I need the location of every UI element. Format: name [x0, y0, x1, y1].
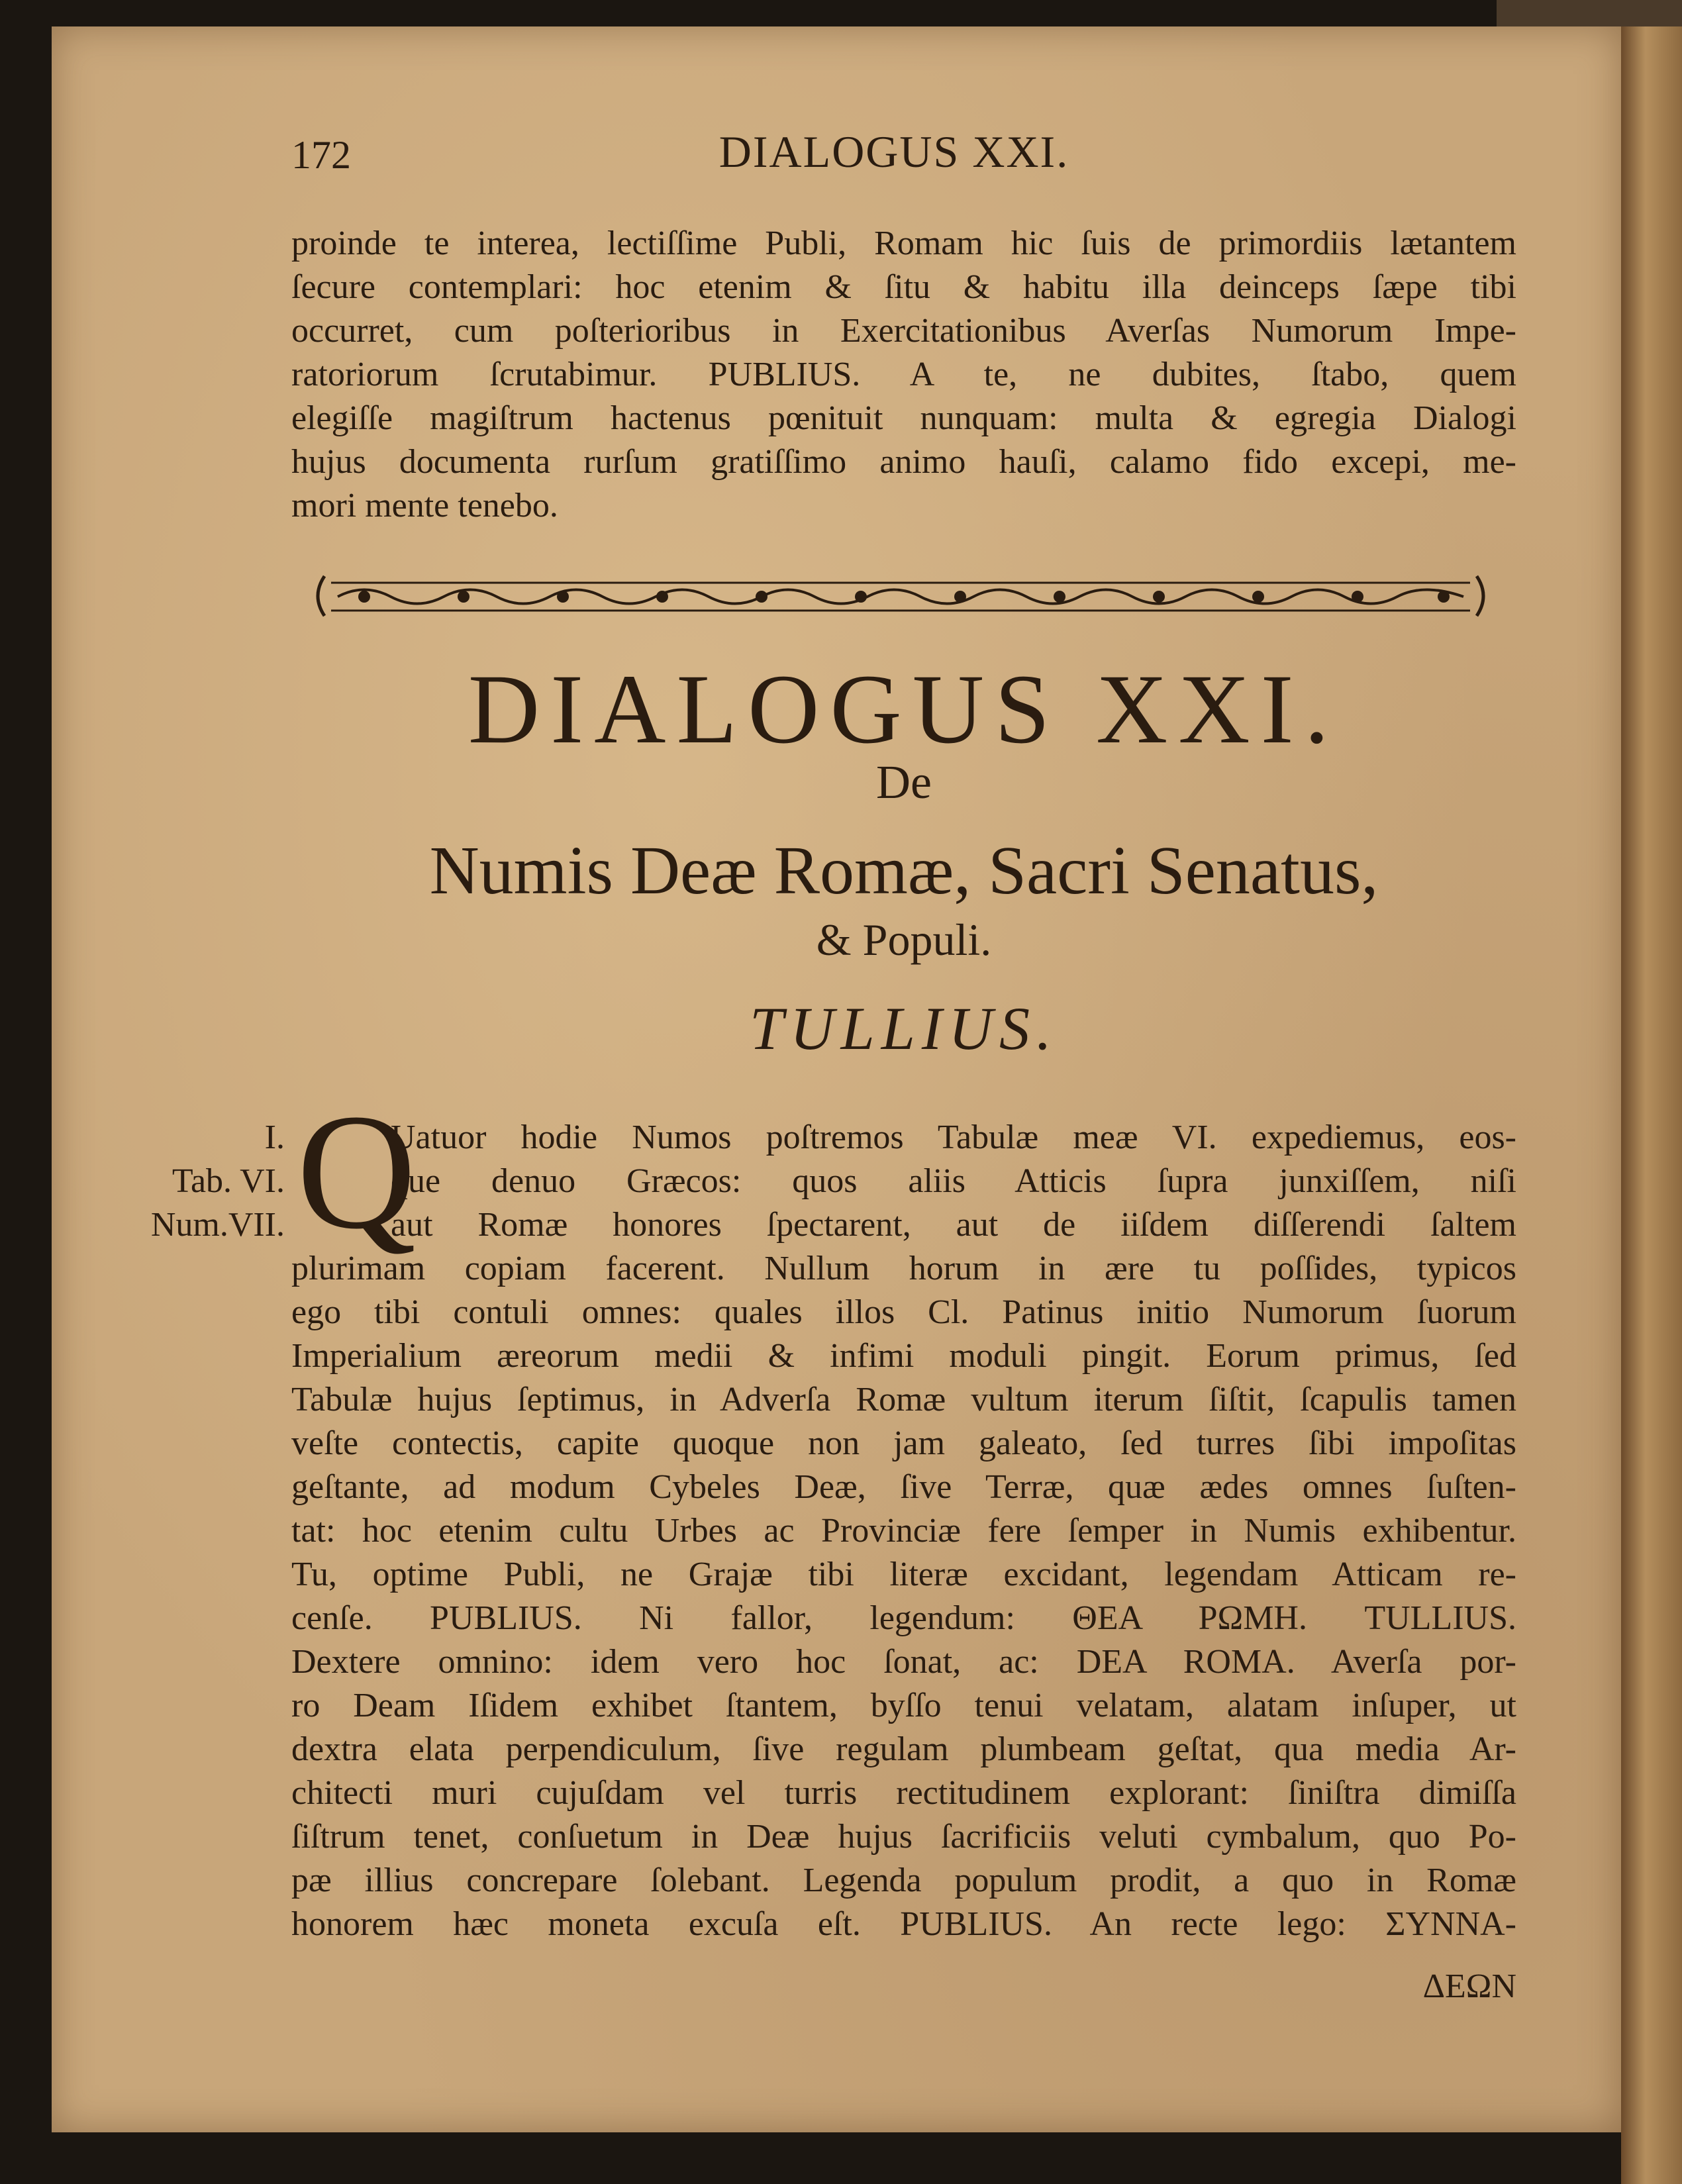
next-page-edge — [1621, 26, 1682, 2184]
decorative-ornament-band — [311, 570, 1490, 622]
text-line: Tabulæ hujus ſeptimus, in Adverſa Romæ vultum iterum ſiſtit, ſcapulis tamen — [291, 1381, 1516, 1418]
text-line: mori mente tenebo. — [291, 487, 558, 524]
dialogue-title: DIALOGUS XXI. — [468, 654, 1340, 764]
text-line: cenſe. PUBLIUS. Ni fallor, legendum: ΘΕΑ ΡΩΜΗ. TULLIUS. — [291, 1599, 1516, 1637]
margin-note-line: Num.VII. — [150, 1206, 285, 1244]
text-line: ſiſtrum tenet, conſuetum in Deæ hujus ſacrificiis veluti cymbalum, quo Po- — [291, 1818, 1516, 1856]
text-line: Tu, optime Publi, ne Grajæ tibi literæ excidant, legendam Atticam re- — [291, 1556, 1516, 1593]
drop-cap: Q — [297, 1080, 417, 1264]
margin-note — [99, 1116, 285, 1247]
text-line: ego tibi contuli omnes: quales illos Cl. Patinus initio Numorum ſuorum — [291, 1293, 1516, 1331]
dialogue-title-de: De — [876, 756, 932, 809]
text-line: aut Romæ honores ſpectarent, aut de iiſdem diſſerendi ſaltem — [391, 1206, 1516, 1244]
text-line: tat: hoc etenim cultu Urbes ac Provinciæ fere ſemper in Numis exhibentur. — [291, 1512, 1516, 1550]
body-paragraph — [291, 1116, 1516, 1946]
margin-note-line: Tab. VI. — [172, 1162, 285, 1200]
running-title: DIALOGUS XXI. — [718, 126, 1069, 177]
intro-paragraph — [291, 222, 1516, 528]
text-line: Dextere omnino: idem vero hoc ſonat, ac: DEA ROMA. Averſa por- — [291, 1643, 1516, 1681]
text-line: ratoriorum ſcrutabimur. PUBLIUS. A te, ne dubites, ſtabo, quem — [291, 356, 1516, 393]
text-line: chitecti muri cujuſdam vel turris rectitudinem explorant: ſiniſtra dimiſſa — [291, 1774, 1516, 1812]
dialogue-subject-continued: & Populi. — [816, 915, 992, 965]
text-line: honorem hæc moneta excuſa eſt. PUBLIUS. An recte lego: ΣΥΝΝΑ- — [291, 1905, 1516, 1943]
text-line: que denuo Græcos: quos aliis Atticis ſupra junxiſſem, niſi — [391, 1162, 1516, 1200]
text-line: pæ illius concrepare ſolebant. Legenda populum prodit, a quo in Romæ — [291, 1861, 1516, 1899]
text-line: Imperialium æreorum medii & infimi moduli pingit. Eorum primus, ſed — [291, 1337, 1516, 1375]
text-line: geſtante, ad modum Cybeles Deæ, ſive Terræ, quæ ædes omnes ſuſten- — [291, 1468, 1516, 1506]
catchword: ΔΕΩΝ — [1422, 1967, 1516, 2005]
text-line: proinde te interea, lectiſſime Publi, Romam hic ſuis de primordiis lætantem — [291, 224, 1516, 262]
text-line: elegiſſe magiſtrum hactenus pœnituit nunquam: multa & egregia Dialogi — [291, 399, 1516, 437]
dialogue-subject: Numis Deæ Romæ, Sacri Senatus, — [429, 832, 1379, 909]
text-line: ſecure contemplari: hoc etenim & ſitu & habitu illa deinceps ſæpe tibi — [291, 268, 1516, 306]
text-line: veſte contectis, capite quoque non jam galeato, ſed turres ſibi impoſitas — [291, 1424, 1516, 1462]
margin-note-line: I. — [264, 1118, 285, 1156]
text-line: ro Deam Iſidem exhibet ſtantem, byſſo tenui velatam, alatam inſuper, ut — [291, 1687, 1516, 1724]
text-line: dextra elata perpendiculum, ſive regulam plumbeam geſtat, qua media Ar- — [291, 1730, 1516, 1768]
text-line: occurret, cum poſterioribus in Exercitationibus Averſas Numorum Impe- — [291, 312, 1516, 350]
page-number: 172 — [291, 133, 351, 177]
book-spine-strip — [1497, 0, 1682, 29]
text-line: hujus documenta rurſum gratiſſimo animo hauſi, calamo fido excepi, me- — [291, 443, 1516, 481]
text-line: plurimam copiam facerent. Nullum horum in ære tu poſſides, typicos — [291, 1250, 1516, 1287]
speaker-name: TULLIUS. — [749, 995, 1058, 1062]
text-line: Uatuor hodie Numos poſtremos Tabulæ meæ VI. expediemus, eos- — [391, 1118, 1516, 1156]
